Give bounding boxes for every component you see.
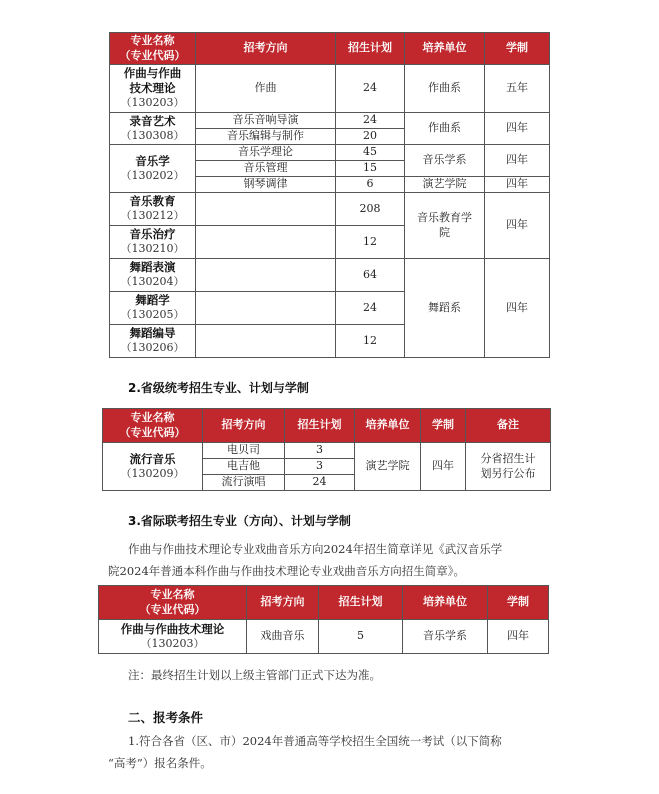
direction-cell: 钢琴调律 [196, 177, 336, 193]
plan-cell: 208 [336, 193, 405, 226]
header-direction: 招考方向 [196, 33, 336, 65]
direction-cell: 戏曲音乐 [247, 620, 319, 654]
header-major: 专业名称 （专业代码） [103, 409, 203, 443]
direction-cell: 流行演唱 [203, 475, 285, 491]
unit-cell: 音乐学系 [405, 145, 485, 177]
plan-cell: 6 [336, 177, 405, 193]
major-cell: 流行音乐 （130209） [103, 443, 203, 491]
major-cell: 音乐治疗 （130210） [110, 226, 196, 259]
major-cell: 舞蹈学 （130205） [110, 292, 196, 325]
header-plan: 招生计划 [285, 409, 355, 443]
direction-cell: 音乐管理 [196, 161, 336, 177]
header-duration: 学制 [421, 409, 466, 443]
table-row [110, 65, 550, 113]
footnote: 注：最终招生计划以上级主管部门正式下达为准。 [128, 668, 381, 682]
plan-cell: 5 [319, 620, 403, 654]
unit-cell: 演艺学院 [355, 443, 421, 491]
duration-cell: 四年 [488, 620, 549, 654]
plan-cell: 45 [336, 145, 405, 161]
section-3-paragraph: 作曲与作曲技术理论专业戏曲音乐方向2024年招生简章详见《武汉音乐学 院2024年普通本科作曲与作曲技术理论专业戏曲音乐方向招生简章》。 [108, 542, 503, 578]
plan-cell: 3 [285, 459, 355, 475]
major-cell: 作曲与作曲技术理论 （130203） [99, 620, 247, 654]
major-cell: 舞蹈表演 （130204） [110, 259, 196, 292]
enrollment-table-1 [109, 32, 550, 358]
plan-cell: 64 [336, 259, 405, 292]
section-2-title: 2.省级统考招生专业、计划与学制 [128, 381, 309, 395]
remark-cell: 分省招生计 划另行公布 [466, 443, 551, 491]
header-major: 专业名称 （专业代码） [99, 586, 247, 620]
duration-cell: 四年 [485, 145, 550, 177]
plan-cell: 15 [336, 161, 405, 177]
direction-cell [196, 292, 336, 325]
major-cell: 舞蹈编导 （130206） [110, 325, 196, 358]
header-duration: 学制 [488, 586, 549, 620]
direction-cell: 作曲 [196, 65, 336, 113]
unit-cell: 作曲系 [405, 113, 485, 145]
duration-cell: 四年 [421, 443, 466, 491]
header-direction: 招考方向 [247, 586, 319, 620]
duration-cell: 四年 [485, 177, 550, 193]
section-requirements-title: 二、报考条件 [128, 710, 204, 725]
table-row [103, 443, 551, 459]
plan-cell: 20 [336, 129, 405, 145]
plan-cell: 24 [285, 475, 355, 491]
unit-cell: 演艺学院 [405, 177, 485, 193]
duration-cell: 五年 [485, 65, 550, 113]
section-3-title: 3.省际联考招生专业（方向）、计划与学制 [128, 514, 351, 528]
header-direction: 招考方向 [203, 409, 285, 443]
header-plan: 招生计划 [336, 33, 405, 65]
direction-cell [196, 325, 336, 358]
direction-cell: 音乐学理论 [196, 145, 336, 161]
major-cell: 音乐教育 （130212） [110, 193, 196, 226]
table-row [110, 113, 550, 129]
plan-cell: 3 [285, 443, 355, 459]
header-unit: 培养单位 [405, 33, 485, 65]
enrollment-table-2 [102, 408, 551, 491]
unit-cell: 舞蹈系 [405, 259, 485, 358]
direction-cell [196, 226, 336, 259]
duration-cell: 四年 [485, 193, 550, 259]
header-unit: 培养单位 [403, 586, 488, 620]
plan-cell: 24 [336, 113, 405, 129]
major-cell: 作曲与作曲 技术理论 （130203） [110, 65, 196, 113]
duration-cell: 四年 [485, 113, 550, 145]
table-row [110, 193, 550, 226]
enrollment-table-3 [98, 585, 549, 654]
plan-cell: 24 [336, 65, 405, 113]
direction-cell: 音乐音响导演 [196, 113, 336, 129]
direction-cell: 音乐编辑与制作 [196, 129, 336, 145]
plan-cell: 24 [336, 292, 405, 325]
major-cell: 音乐学 （130202） [110, 145, 196, 193]
header-unit: 培养单位 [355, 409, 421, 443]
direction-cell [196, 259, 336, 292]
header-major: 专业名称 （专业代码） [110, 33, 196, 65]
unit-cell: 音乐学系 [403, 620, 488, 654]
major-cell: 录音艺术 （130308） [110, 113, 196, 145]
duration-cell: 四年 [485, 259, 550, 358]
direction-cell: 电吉他 [203, 459, 285, 475]
unit-cell: 作曲系 [405, 65, 485, 113]
requirements-paragraph: 1.符合各省（区、市）2024年普通高等学校招生全国统一考试（以下简称 “高考”）报名条件。 [108, 734, 502, 770]
header-plan: 招生计划 [319, 586, 403, 620]
header-remark: 备注 [466, 409, 551, 443]
unit-cell: 音乐教育学 院 [405, 193, 485, 259]
header-duration: 学制 [485, 33, 550, 65]
table-row [99, 620, 549, 654]
direction-cell [196, 193, 336, 226]
table-row [110, 259, 550, 292]
plan-cell: 12 [336, 325, 405, 358]
table-row [110, 145, 550, 161]
direction-cell: 电贝司 [203, 443, 285, 459]
plan-cell: 12 [336, 226, 405, 259]
